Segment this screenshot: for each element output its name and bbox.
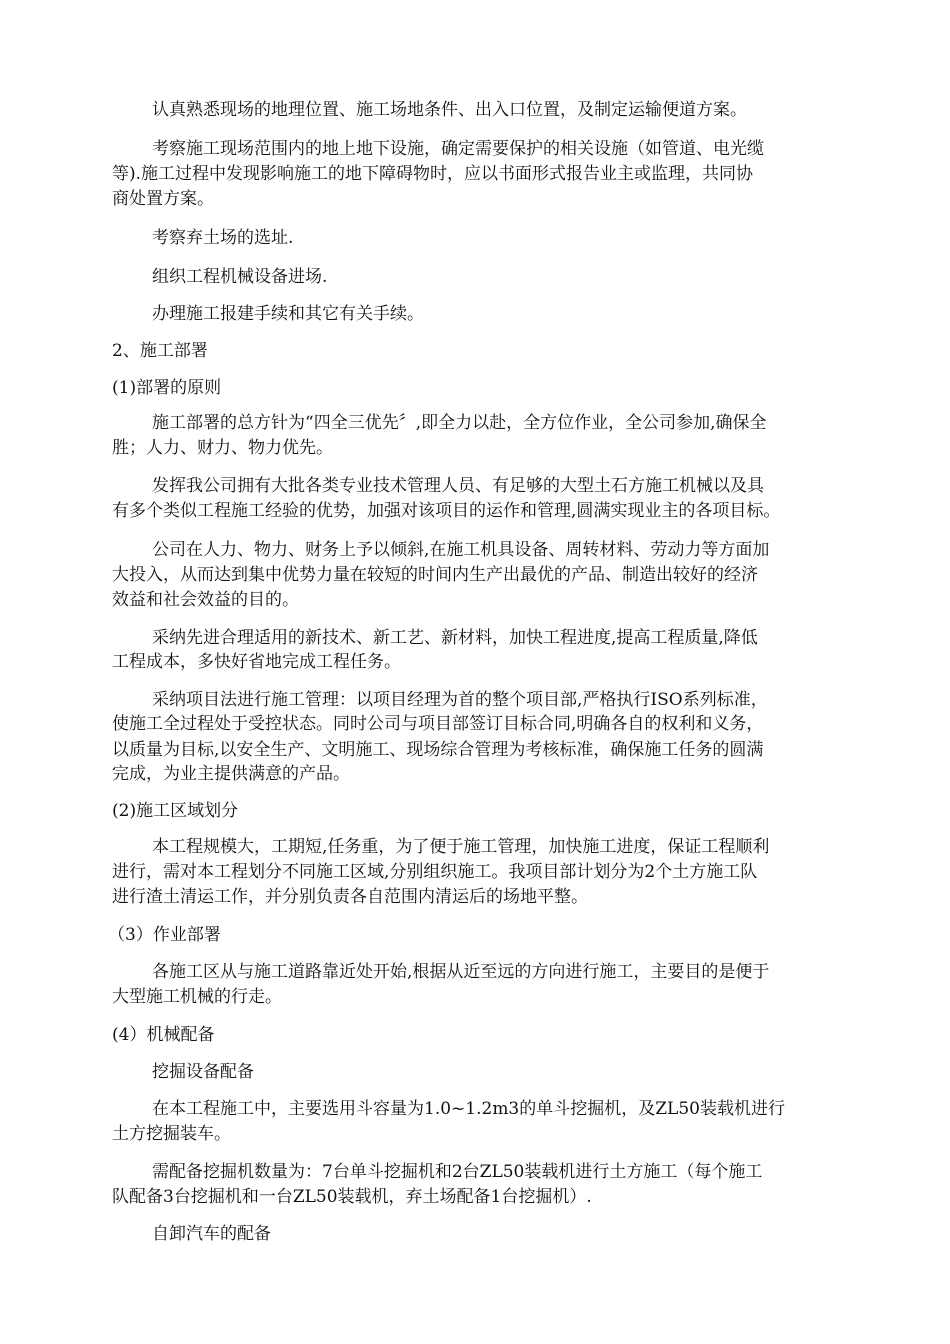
paragraph-line: 以质量为目标,以安全生产、文明施工、现场综合管理为考核标准，确保施工任务的圆满 bbox=[112, 740, 764, 760]
subsection-heading: (2)施工区域划分 bbox=[112, 801, 239, 821]
paragraph-line: 需配备挖掘机数量为：7台单斗挖掘机和2台ZL50装载机进行土方施工（每个施工 bbox=[152, 1162, 763, 1182]
paragraph-line: 自卸汽车的配备 bbox=[152, 1224, 271, 1244]
paragraph-line: 采纳项目法进行施工管理：以项目经理为首的整个项目部,严格执行ISO系列标准， bbox=[152, 690, 768, 710]
paragraph-line: 本工程规模大，工期短,任务重，为了便于施工管理，加快施工进度，保证工程顺利 bbox=[152, 837, 770, 857]
paragraph-line: 商处置方案。 bbox=[112, 189, 214, 209]
paragraph-line: 使施工全过程处于受控状态。同时公司与项目部签订目标合同,明确各自的权利和义务， bbox=[112, 714, 764, 734]
paragraph-line: 考察施工现场范围内的地上地下设施，确定需要保护的相关设施（如管道、电光缆 bbox=[152, 139, 764, 159]
subsection-heading: (1)部署的原则 bbox=[112, 378, 222, 398]
paragraph-line: 等).施工过程中发现影响施工的地下障碍物时，应以书面形式报告业主或监理，共同协 bbox=[112, 164, 754, 184]
paragraph-line: 公司在人力、物力、财务上予以倾斜,在施工机具设备、周转材料、劳动力等方面加 bbox=[152, 540, 770, 560]
paragraph-line: 在本工程施工中，主要选用斗容量为1.0~1.2m3的单斗挖掘机，及ZL50装载机进行 bbox=[152, 1099, 785, 1119]
paragraph-line: 认真熟悉现场的地理位置、施工场地条件、出入口位置，及制定运输便道方案。 bbox=[152, 100, 747, 120]
paragraph-line: 胜；人力、财力、物力优先。 bbox=[112, 438, 333, 458]
paragraph-line: 大投入，从而达到集中优势力量在较短的时间内生产出最优的产品、制造出较好的经济 bbox=[112, 565, 758, 585]
paragraph-line: 办理施工报建手续和其它有关手续。 bbox=[152, 304, 424, 324]
paragraph-line: 挖掘设备配备 bbox=[152, 1062, 254, 1082]
paragraph-line: 大型施工机械的行走。 bbox=[112, 987, 282, 1007]
paragraph-line: 采纳先进合理适用的新技术、新工艺、新材料，加快工程进度,提高工程质量,降低 bbox=[152, 628, 758, 648]
subsection-heading: （3）作业部署 bbox=[108, 925, 221, 945]
paragraph-line: 有多个类似工程施工经验的优势，加强对该项目的运作和管理,圆满实现业主的各项目标。 bbox=[112, 501, 781, 521]
paragraph-line: 进行渣土清运工作，并分别负责各自范围内清运后的场地平整。 bbox=[112, 887, 588, 907]
paragraph-line: 各施工区从与施工道路靠近处开始,根据从近至远的方向进行施工，主要目的是便于 bbox=[152, 962, 770, 982]
paragraph-line: 进行，需对本工程划分不同施工区域,分别组织施工。我项目部计划分为2个土方施工队 bbox=[112, 862, 758, 882]
paragraph-line: 队配备3台挖掘机和一台ZL50装载机，弃土场配备1台挖掘机）. bbox=[112, 1187, 592, 1207]
paragraph-line: 组织工程机械设备进场. bbox=[152, 267, 328, 287]
paragraph-line: 效益和社会效益的目的。 bbox=[112, 590, 299, 610]
section-heading: 2、施工部署 bbox=[112, 341, 208, 361]
paragraph-line: 发挥我公司拥有大批各类专业技术管理人员、有足够的大型土石方施工机械以及具 bbox=[152, 476, 764, 496]
paragraph-line: 土方挖掘装车。 bbox=[112, 1124, 231, 1144]
paragraph-line: 完成，为业主提供满意的产品。 bbox=[112, 764, 350, 784]
subsection-heading: (4）机械配备 bbox=[112, 1025, 215, 1045]
paragraph-line: 施工部署的总方针为“四全三优先〞,即全力以赴，全方位作业，全公司参加,确保全 bbox=[152, 413, 767, 433]
paragraph-line: 工程成本，多快好省地完成工程任务。 bbox=[112, 652, 401, 672]
paragraph-line: 考察弃土场的选址. bbox=[152, 228, 294, 248]
